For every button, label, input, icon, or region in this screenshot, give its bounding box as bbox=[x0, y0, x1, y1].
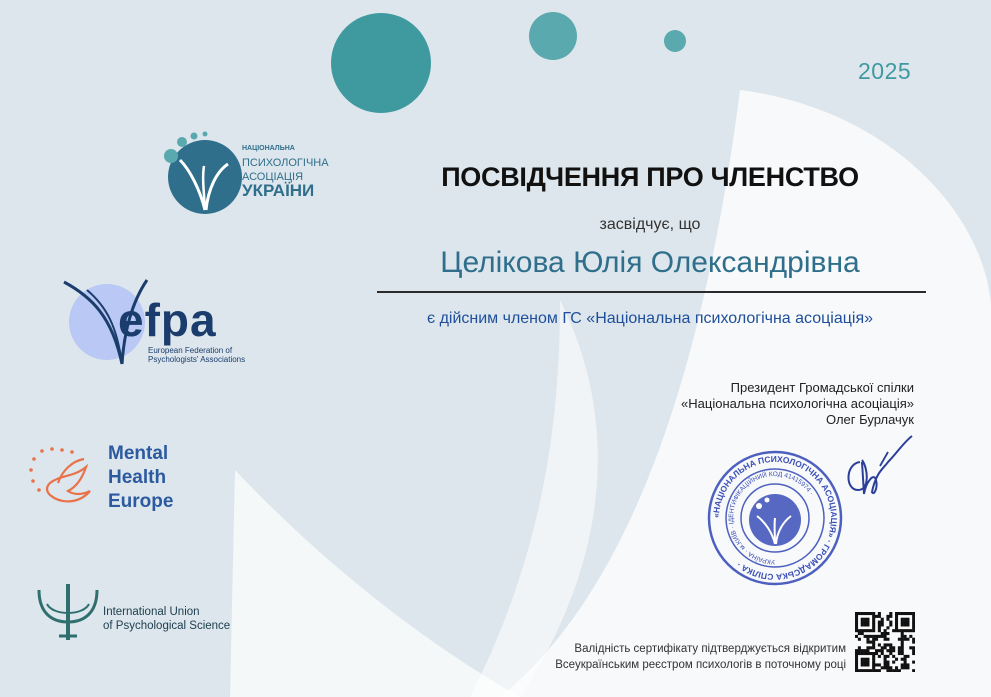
validity-line2: Всеукраїнським реєстром психологів в поточному році bbox=[555, 659, 846, 671]
nap-line2: ПСИХОЛОГІЧНА bbox=[242, 157, 329, 169]
iups-line2: of Psychological Science bbox=[103, 620, 231, 632]
iups-logo-text bbox=[103, 605, 230, 633]
name-underline bbox=[377, 291, 926, 293]
nap-line1: НАЦІОНАЛЬНА bbox=[242, 145, 295, 152]
validity-note bbox=[555, 641, 846, 673]
stamp-icon bbox=[705, 448, 845, 588]
mhe-line3: Europe bbox=[108, 491, 174, 512]
signature-icon bbox=[840, 432, 920, 502]
certifies-text: засвідчує, що bbox=[599, 216, 701, 233]
decor-circle-small bbox=[664, 30, 686, 52]
stamp-outer-text: «НАЦІОНАЛЬНА ПСИХОЛОГІЧНА АСОЦІАЦІЯ» · ГРОМАДСЬКА СПІЛКА · bbox=[710, 453, 840, 583]
nap-logo-text bbox=[242, 142, 329, 198]
efpa-sub-line1: European Federation of bbox=[148, 346, 233, 355]
president-line1: Президент Громадської спілки bbox=[730, 380, 914, 395]
mhe-logo-text bbox=[108, 442, 173, 514]
nap-line3: АСОЦІАЦІЯ bbox=[242, 171, 304, 183]
decor-circle-large bbox=[331, 13, 431, 113]
efpa-wordmark: efpa bbox=[118, 294, 217, 346]
mhe-line2: Health bbox=[108, 467, 167, 488]
president-name: Олег Бурлачук bbox=[825, 412, 914, 427]
efpa-sub-line2: Psychologists' Associations bbox=[148, 355, 246, 364]
psi-icon bbox=[33, 580, 103, 642]
stamp-inner-text: УКРАЇНА · м.КИЇВ · ІДЕНТИФІКАЦІЙНИЙ КОД 41415974 · bbox=[727, 470, 815, 566]
certificate-title: ПОСВІДЧЕННЯ ПРО ЧЛЕНСТВО bbox=[441, 162, 859, 192]
president-line2: «Національна психологічна асоціація» bbox=[681, 396, 914, 411]
mhe-line1: Mental bbox=[108, 443, 169, 464]
membership-text: є дійсним членом ГС «Національна психологічна асоціація» bbox=[426, 310, 874, 327]
validity-line1: Валідність сертифікату підтверджується відкритим bbox=[574, 643, 846, 655]
certificate-year: 2025 bbox=[858, 58, 912, 84]
president-block bbox=[681, 380, 914, 428]
nap-line4: УКРАЇНИ bbox=[242, 181, 315, 200]
nap-logo-icon bbox=[160, 130, 245, 215]
mhe-dove-icon bbox=[28, 447, 98, 512]
holder-name: Целікова Юлія Олександрівна bbox=[440, 246, 860, 279]
qr-code-icon bbox=[855, 612, 915, 672]
decor-circle-medium bbox=[529, 12, 577, 60]
efpa-subtitle bbox=[148, 346, 245, 364]
iups-line1: International Union bbox=[103, 606, 200, 618]
